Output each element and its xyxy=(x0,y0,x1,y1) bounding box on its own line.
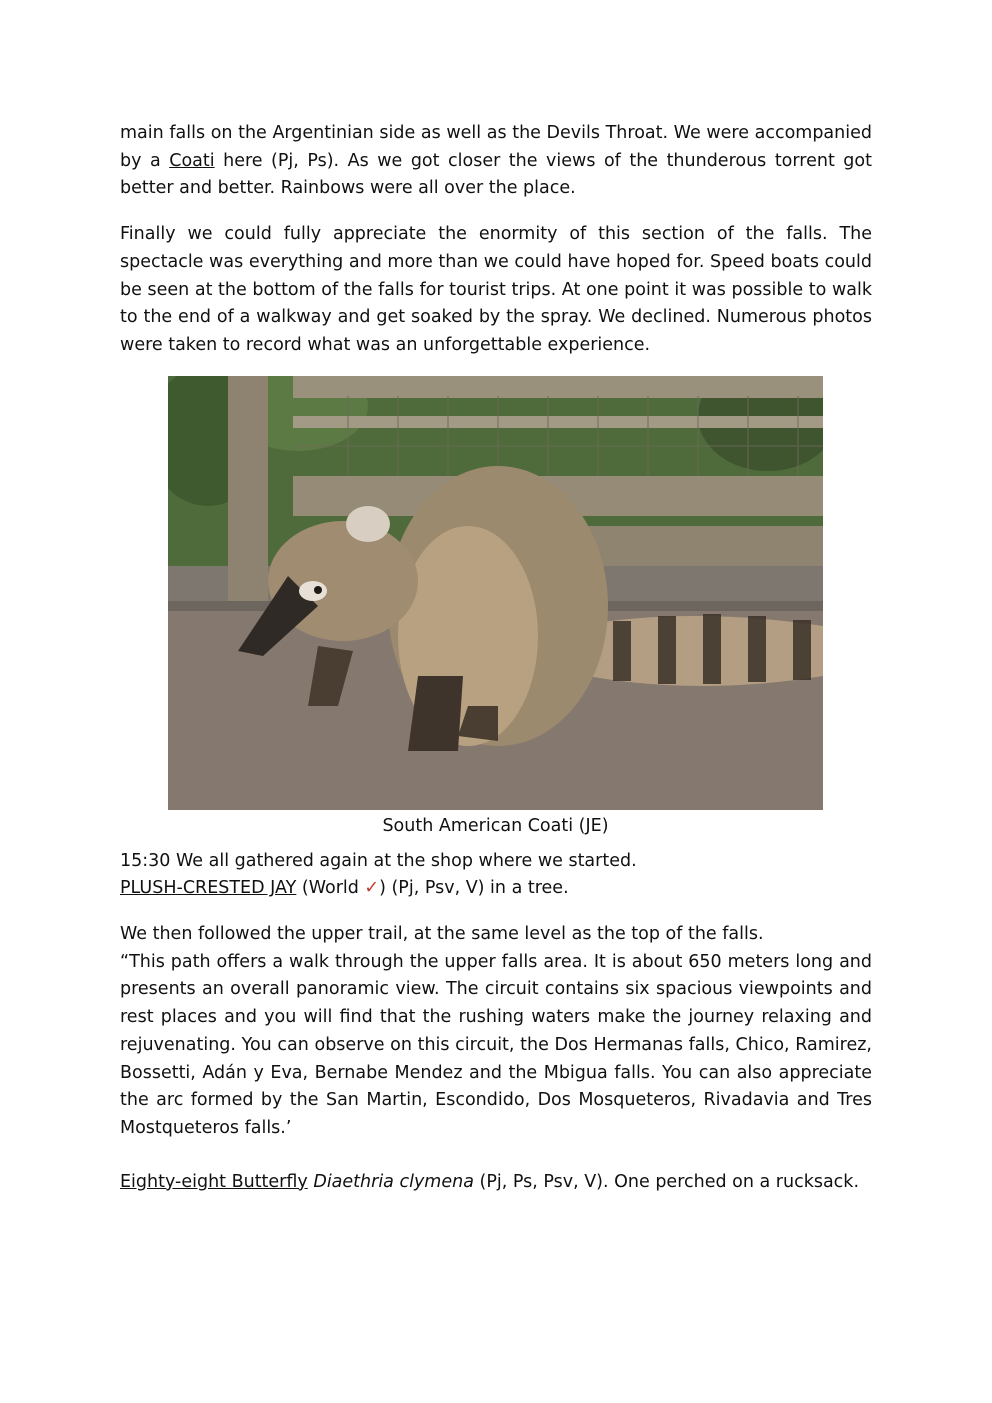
coati-photo xyxy=(168,376,823,810)
coati-underlined-term: Coati xyxy=(169,150,215,171)
time-entry: 15:30 We all gathered again at the shop where we started. xyxy=(120,850,637,871)
species-note: (World xyxy=(296,878,365,899)
paragraph-butterfly xyxy=(120,1169,872,1197)
paragraph-text: (Pj, Ps, Psv, V). One perched on a rucksack. xyxy=(473,1171,860,1192)
paragraph-enormity: Finally we could fully appreciate the enormity of this section of the falls. The spectacle was everything and more than we could have hoped for. Speed boats could be seen at the bottom of the falls for tourist trips. At one point it was possible to walk to the end of a walkway and get soaked by the spray. We declined. Numerous photos were taken to record what was an unforgettable experience. xyxy=(120,224,872,355)
paragraph-gathered xyxy=(120,848,872,903)
butterfly-common-name: Eighty-eight Butterfly xyxy=(120,1171,308,1192)
paragraph-upper-trail xyxy=(120,921,872,1143)
butterfly-latin-name: Diaethria clymena xyxy=(313,1171,474,1192)
photo-figure xyxy=(168,376,823,836)
species-entry xyxy=(120,875,872,903)
paragraph-text: main falls on the Argentinian side as well as the Devils Throat. We were accompanied by a xyxy=(120,123,872,171)
document-page xyxy=(120,120,872,1196)
trail-intro: We then followed the upper trail, at the same level as the top of the falls. xyxy=(120,924,764,945)
check-icon: ✓ xyxy=(364,878,380,899)
species-name: PLUSH-CRESTED JAY xyxy=(120,878,297,899)
trail-quote: “This path offers a walk through the upper falls area. It is about 650 meters long and presents an overall panoramic view. The circuit contains six spacious viewpoints and rest places and you will find that the rushing waters make the journey relaxing and rejuvenating. You can observe on this circuit, the Dos Hermanas falls, Chico, Ramirez, Bossetti, Adán y Eva, Bernabe Mendez and the Mbigua falls. You can also appreciate the arc formed by the San Martin, Escondido, Dos Mosqueteros, Rivadavia and Tres Mostqueteros falls.’ xyxy=(120,951,872,1138)
photo-caption: South American Coati (JE) xyxy=(382,815,609,836)
species-note: ) (Pj, Psv, V) in a tree. xyxy=(379,878,569,899)
paragraph-text: here (Pj, Ps). As we got closer the views of the thunderous torrent got better and better. Rainbows were all over the place. xyxy=(120,150,872,199)
paragraph-falls-view xyxy=(120,120,872,203)
